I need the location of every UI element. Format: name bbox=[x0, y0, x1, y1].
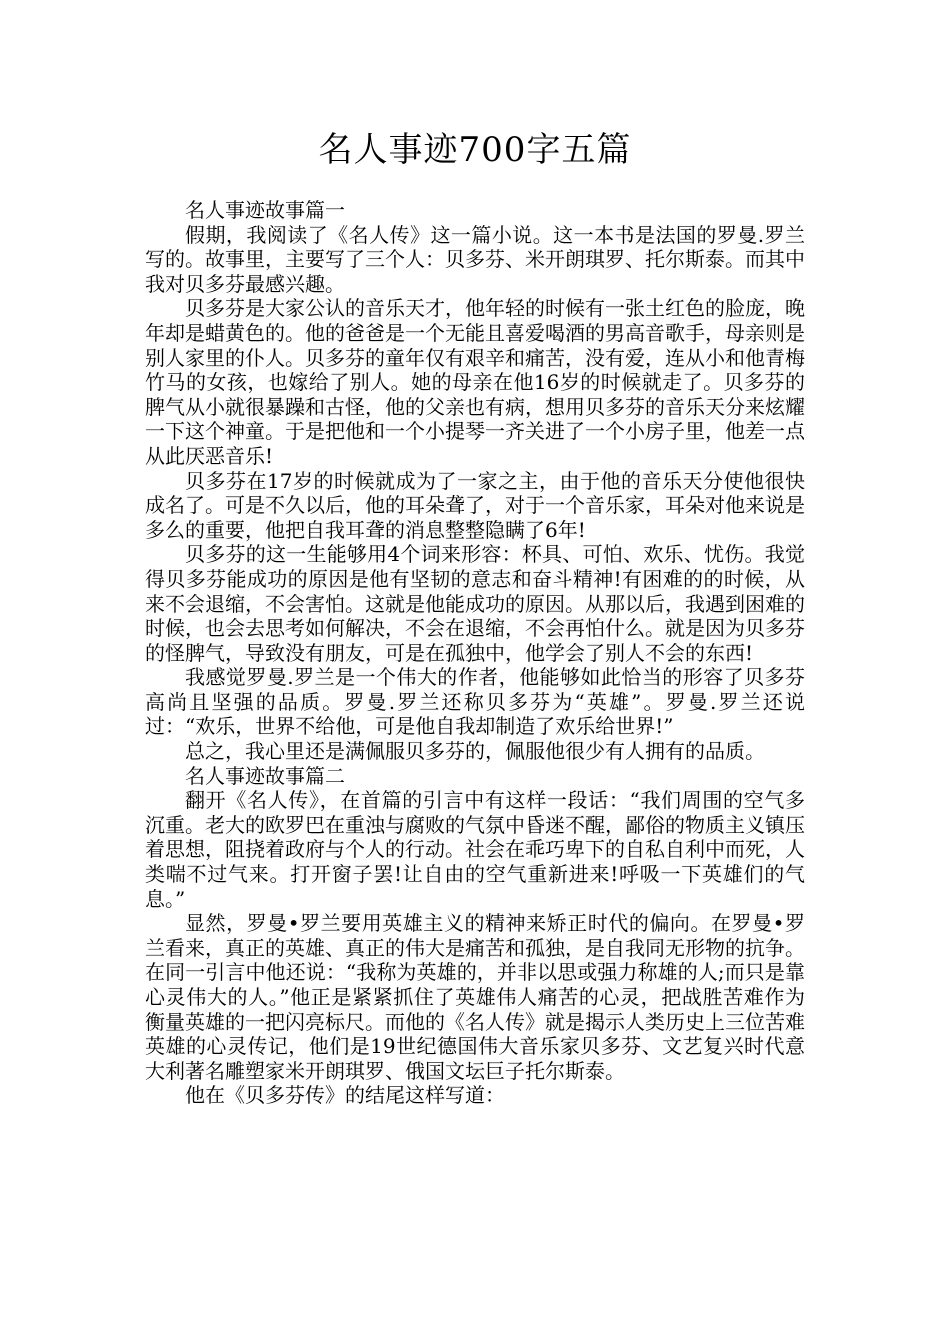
paragraph: 总之，我心里还是满佩服贝多芬的，佩服他很少有人拥有的品质。 bbox=[185, 739, 765, 764]
document-title: 名人事迹700字五篇 bbox=[318, 130, 632, 170]
paragraph: 假期，我阅读了《名人传》这一篇小说。这一本书是法国的罗曼.罗兰写的。故事里，主要写了三个人：贝多芬、米开朗琪罗、托尔斯泰。而其中我对贝多芬最感兴趣。 bbox=[145, 222, 805, 296]
paragraph: 他在《贝多芬传》的结尾这样写道： bbox=[185, 1083, 505, 1108]
section-heading-2: 名人事迹故事篇二 bbox=[185, 763, 345, 788]
document-body bbox=[145, 198, 805, 1108]
paragraph: 贝多芬在17岁的时候就成为了一家之主，由于他的音乐天分使他很快成名了。可是不久以后，他的耳朵聋了，对于一个音乐家，耳朵对他来说是多么的重要，他把自我耳聋的消息整整隐瞒了6年! bbox=[145, 468, 805, 542]
section-heading-1: 名人事迹故事篇一 bbox=[185, 198, 345, 222]
paragraph: 贝多芬是大家公认的音乐天才，他年轻的时候有一张土红色的脸庞，晚年却是蜡黄色的。他的爸爸是一个无能且喜爱喝酒的男高音歌手，母亲则是别人家里的仆人。贝多芬的童年仅有艰辛和痛苦，没有爱，连从小和他青梅竹马的女孩，也嫁给了别人。她的母亲在他16岁的时候就走了。贝多芬的脾气从小就很暴躁和古怪，他的父亲也有病，想用贝多芬的音乐天分来炫耀一下这个神童。于是把他和一个小提琴一齐关进了一个小房子里，他差一点从此厌恶音乐! bbox=[145, 296, 805, 468]
paragraph: 翻开《名人传》，在首篇的引言中有这样一段话：“我们周围的空气多沉重。老大的欧罗巴在重浊与腐败的气氛中昏迷不醒，鄙俗的物质主义镇压着思想，阻挠着政府与个人的行动。社会在乖巧卑下的自私自利中而死，人类喘不过气来。打开窗子罢!让自由的空气重新进来!呼吸一下英雄们的气息。” bbox=[145, 788, 805, 911]
paragraph: 我感觉罗曼.罗兰是一个伟大的作者，他能够如此恰当的形容了贝多芬高尚且坚强的品质。罗曼.罗兰还称贝多芬为“英雄”。罗曼.罗兰还说过：“欢乐，世界不给他，可是他自我却制造了欢乐给世界!” bbox=[145, 665, 805, 739]
paragraph: 显然，罗曼•罗兰要用英雄主义的精神来矫正时代的偏向。在罗曼•罗兰看来，真正的英雄、真正的伟大是痛苦和孤独，是自我同无形物的抗争。在同一引言中他还说：“我称为英雄的，并非以思或强力称雄的人;而只是靠心灵伟大的人。”他正是紧紧抓住了英雄伟人痛苦的心灵，把战胜苦难作为衡量英雄的一把闪亮标尺。而他的《名人传》就是揭示人类历史上三位苦难英雄的心灵传记，他们是19世纪德国伟大音乐家贝多芬、文艺复兴时代意大利著名雕塑家米开朗琪罗、俄国文坛巨子托尔斯泰。 bbox=[145, 911, 805, 1083]
paragraph: 贝多芬的这一生能够用4个词来形容：杯具、可怕、欢乐、忧伤。我觉得贝多芬能成功的原因是他有坚韧的意志和奋斗精神!有困难的的时候，从来不会退缩，不会害怕。这就是他能成功的原因。从那以后，我遇到困难的时候，也会去思考如何解决，不会在退缩，不会再怕什么。就是因为贝多芬的怪脾气，导致没有朋友，可是在孤独中，他学会了别人不会的东西! bbox=[145, 542, 805, 665]
